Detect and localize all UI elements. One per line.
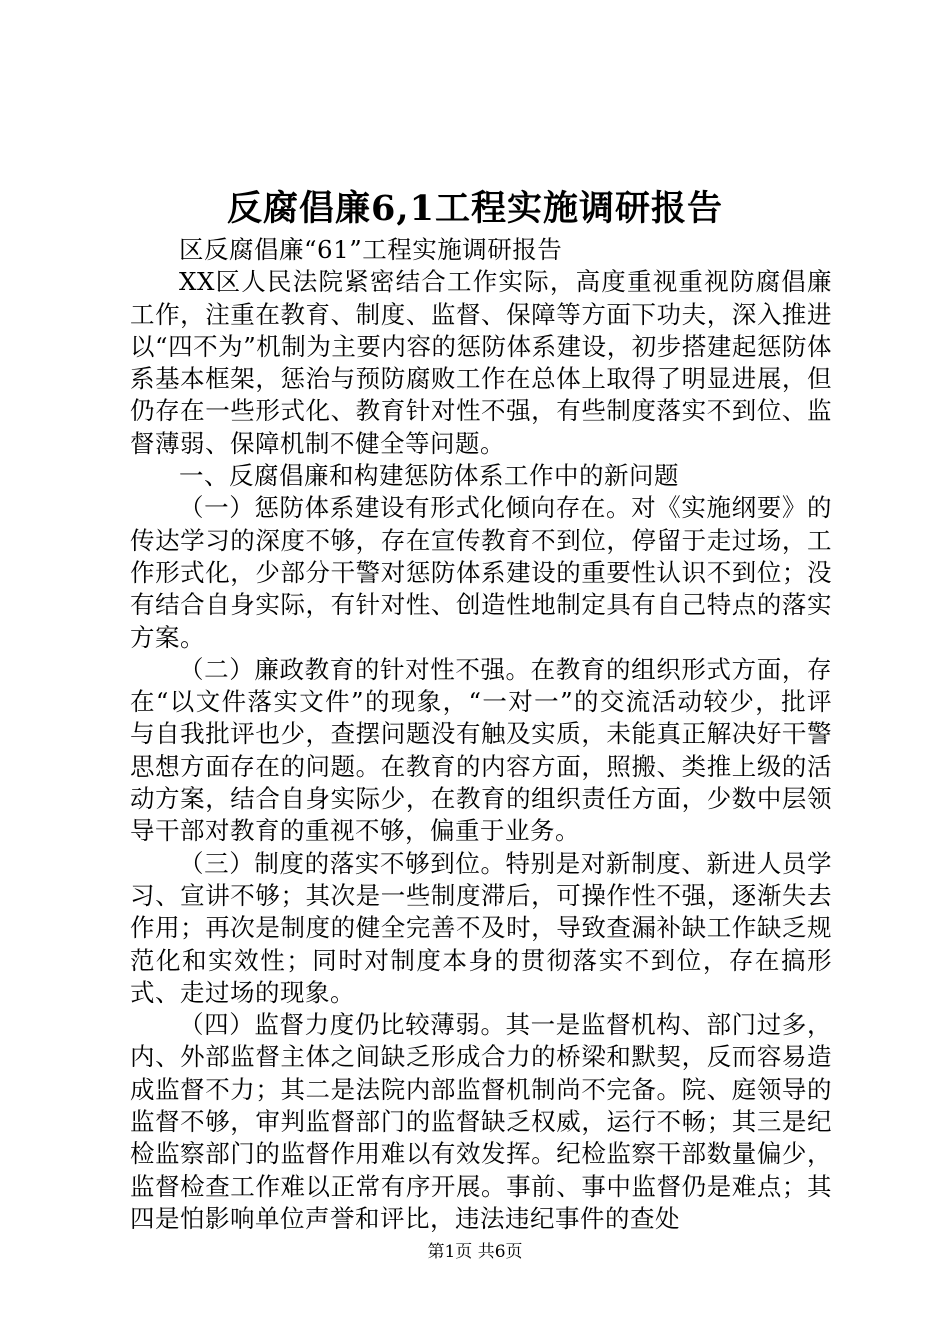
paragraph-subtitle: 区反腐倡廉“61”工程实施调研报告 [179,235,563,264]
page-title: 反腐倡廉6,1工程实施调研报告 [227,188,723,229]
paragraph-item-3: （三）制度的落实不够到位。特别是对新制度、新进人员学习、宣讲不够；其次是一些制度滞后，可操作性不强，逐渐失去作用；再次是制度的健全完善不及时，导致查漏补缺工作缺乏规范化和实效性；同时对制度本身的贯彻落实不到位，存在搞形式、走过场的现象。 [130,848,832,1007]
document-body [130,234,832,1235]
section-heading: 一、反腐倡廉和构建惩防体系工作中的新问题 [179,461,679,491]
paragraph-intro: XX区人民法院紧密结合工作实际，高度重视重视防腐倡廉工作，注重在教育、制度、监督、保障等方面下功夫，深入推进以“四不为”机制为主要内容的惩防体系建设，初步搭建起惩防体系基本框架，惩治与预防腐败工作在总体上取得了明显进展，但仍存在一些形式化、教育针对性不强，有些制度落实不到位、监督薄弱、保障机制不健全等问题。 [130,267,832,458]
paragraph-item-4: （四）监督力度仍比较薄弱。其一是监督机构、部门过多，内、外部监督主体之间缺乏形成合力的桥梁和默契，反而容易造成监督不力；其二是法院内部监督机制尚不完备。院、庭领导的监督不够，审判监督部门的监督缺乏权威，运行不畅；其三是纪检监察部门的监督作用难以有效发挥。纪检监察干部数量偏少，监督检查工作难以正常有序开展。事前、事中监督仍是难点；其四是怕影响单位声誉和评比，违法违纪事件的查处 [130,1010,832,1233]
paragraph-item-1: （一）惩防体系建设有形式化倾向存在。对《实施纲要》的传达学习的深度不够，存在宣传教育不到位，停留于走过场，工作形式化，少部分干警对惩防体系建设的重要性认识不到位；没有结合自身实际，有针对性、创造性地制定具有自己特点的落实方案。 [130,493,832,652]
paragraph-item-2: （二）廉政教育的针对性不强。在教育的组织形式方面，存在“以文件落实文件”的现象，“一对一”的交流活动较少，批评与自我批评也少，查摆问题没有触及实质，未能真正解决好干警思想方面存在的问题。在教育的内容方面，照搬、类推上级的活动方案，结合自身实际少，在教育的组织责任方面，少数中层领导干部对教育的重视不够，偏重于业务。 [130,654,832,846]
page-indicator: 第1页 共6页 [427,1242,523,1262]
